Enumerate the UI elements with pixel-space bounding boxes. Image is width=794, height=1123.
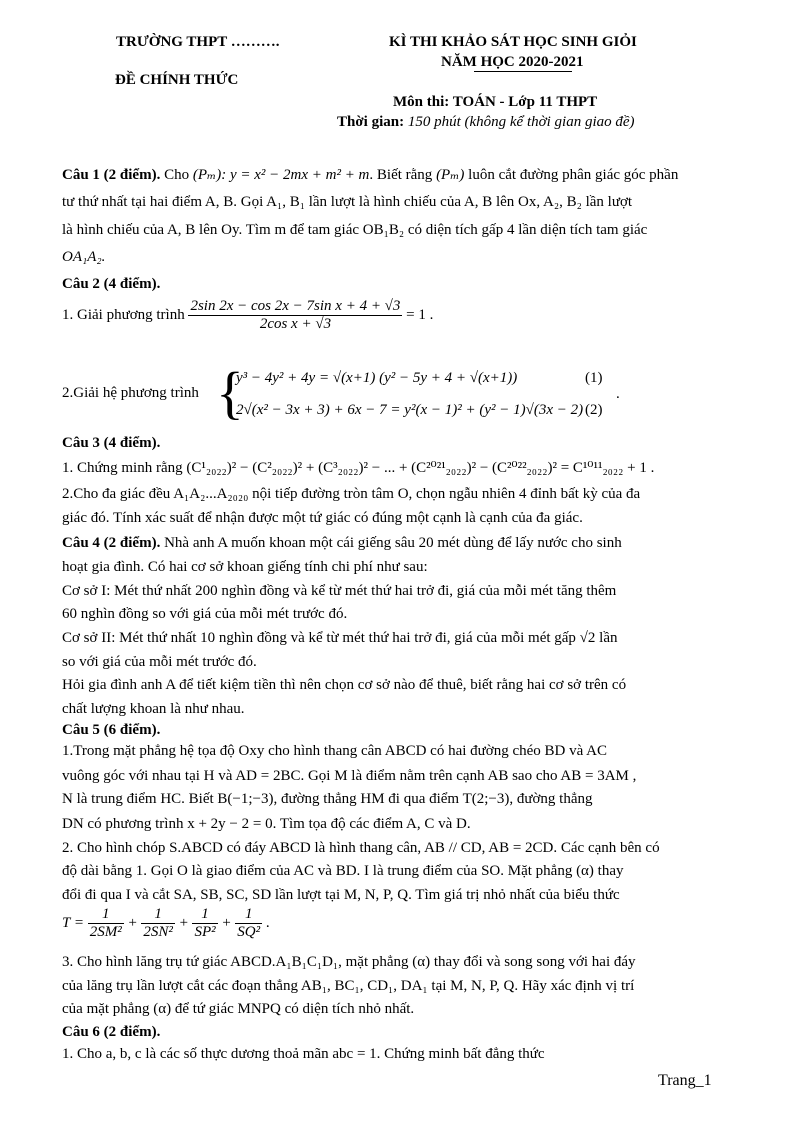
q2-part-1 (62, 298, 433, 333)
page-number: Trang_1 (658, 1072, 712, 1089)
q5-line-5: 2. Cho hình chóp S.ABCD có đáy ABCD là hình thang cân, AB // CD, AB = 2CD. Các cạnh bên có (62, 840, 660, 856)
q5-T-frac-3 (192, 906, 217, 941)
q5-T-plus-1: + (127, 915, 138, 931)
q5-T-f1-num: 1 (88, 906, 124, 924)
school-year: NĂM HỌC 2020-2021 (441, 54, 584, 70)
q3-part-1: 1. Chứng minh rằng (C¹₂₀₂₂)² − (C²₂₀₂₂)² + (C³₂₀₂₂)² − ... + (C²⁰²¹₂₀₂₂)² − (C²⁰²²₂₀₂₂)² = C¹⁰¹¹₂₀₂₂ + 1 . (62, 460, 655, 476)
q2-eq-2: 2√(x² − 3x + 3) + 6x − 7 = y²(x − 1)² + (y² − 1)√(3x − 2) (236, 402, 584, 418)
q5-line-1: 1.Trong mặt phẳng hệ tọa độ Oxy cho hình thang cân ABCD có hai đường chéo BD và AC (62, 743, 608, 759)
q3-part-2a: 2.Cho đa giác đều A₁A₂...A₂₀₂₀ nội tiếp đường tròn tâm O, chọn ngẫu nhiên 4 đỉnh bất kỳ của đa (62, 486, 641, 502)
q4-line-1 (62, 535, 622, 552)
q6-title: Câu 6 (2 điểm). (62, 1024, 161, 1040)
q2-title: Câu 2 (4 điểm). (62, 276, 161, 292)
q5-line-9: 3. Cho hình lăng trụ tứ giác ABCD.A₁B₁C₁D₁, mặt phẳng (α) thay đổi và song song với hai đáy (62, 954, 636, 970)
q5-line-4: DN có phương trình x + 2y − 2 = 0. Tìm tọa độ các điểm A, C và D. (62, 816, 471, 832)
q6-line-1: 1. Cho a, b, c là các số thực dương thoả mãn abc = 1. Chứng minh bất đẳng thức (62, 1046, 545, 1062)
q4-line-6: so với giá của mỗi mét trước đó. (62, 654, 257, 670)
q1-parabola: (Pₘ): y = x² − 2mx + m² + m (192, 167, 370, 183)
q5-line-3: N là trung điểm HC. Biết B(−1;−3), đường thẳng HM đi qua điểm T(2;−3), đường thẳng (62, 791, 593, 807)
q5-T-f2-num: 1 (141, 906, 175, 924)
q3-part-2b: giác đó. Tính xác suất để nhận được một tứ giác có đúng một cạnh là cạnh của đa giác. (62, 510, 583, 526)
year-underline (474, 71, 572, 72)
q4-line-4: 60 nghìn đồng so với giá của mỗi mét trước đó. (62, 606, 348, 622)
q4-text-1: Nhà anh A muốn khoan một cái giếng sâu 20 mét dùng để lấy nước cho sinh (164, 535, 622, 551)
q1-line-4: OA₁A₂. (62, 249, 106, 265)
q2-p1-fraction (188, 298, 402, 333)
q4-line-7: Hỏi gia đình anh A để tiết kiệm tiền thì nên chọn cơ sở nào để thuê, biết rằng hai cơ sở trên có (62, 677, 627, 693)
q5-T-expression (62, 906, 270, 941)
q5-T-f1-den: 2SM² (89, 924, 122, 940)
q1-line-3: là hình chiếu của A, B lên Oy. Tìm m để tam giác OB₁B₂ có diện tích gấp 4 lần diện tích tam giác (62, 222, 648, 238)
q4-line-5: Cơ sở II: Mét thứ nhất 10 nghìn đồng và kể từ mét thứ hai trở đi, giá của mỗi mét gấp √2 lần (62, 630, 618, 646)
q5-T-frac-2 (141, 906, 175, 941)
q4-line-3: Cơ sở I: Mét thứ nhất 200 nghìn đồng và kể từ mét thứ hai trở đi, giá của mỗi mét tăng thêm (62, 583, 617, 599)
q5-line-2: vuông góc với nhau tại H và AD = 2BC. Gọi M là điểm nằm trên cạnh AB sao cho AB = 3AM , (62, 768, 637, 784)
time-line (337, 114, 635, 131)
q1-line-1 (62, 165, 678, 184)
q2-p1-denominator: 2cos x + √3 (259, 316, 332, 332)
q4-line-8: chất lượng khoan là như nhau. (62, 701, 245, 717)
time-label: Thời gian: (337, 114, 405, 130)
q1-text-1c: . Biết rằng (369, 167, 433, 183)
q3-title: Câu 3 (4 điểm). (62, 435, 161, 451)
q2-p1-rhs: = 1 . (406, 307, 434, 323)
q5-line-6: độ dài bằng 1. Gọi O là giao điểm của AC và BD. I là trung điểm của SO. Mặt phẳng (α) thay (62, 863, 624, 879)
q5-T-plus-3: + (221, 915, 232, 931)
q5-line-11: của mặt phẳng (α) để tứ giác MNPQ có diện tích nhỏ nhất. (62, 1001, 415, 1017)
q5-line-7: đổi đi qua I và cắt SA, SB, SC, SD lần lượt tại M, N, P, Q. Tìm giá trị nhỏ nhất của biểu thức (62, 887, 620, 903)
q1-title: Câu 1 (2 điểm). (62, 167, 161, 183)
q4-title: Câu 4 (2 điểm). (62, 535, 161, 551)
subject-label: Môn thi: TOÁN - Lớp 11 THPT (393, 94, 598, 110)
q2-eq-2-number: (2) (585, 402, 603, 418)
q5-T-plus-2: + (178, 915, 189, 931)
q5-T-frac-1 (88, 906, 124, 941)
q1-text-1a: Cho (164, 167, 190, 183)
q5-T-f3-den: SP² (194, 924, 216, 940)
q5-line-10: của lăng trụ lần lượt cắt các đoạn thẳng AB₁, BC₁, CD₁, DA₁ tại M, N, P, Q. Hãy xác định vị trí (62, 978, 635, 994)
q5-T-f4-num: 1 (235, 906, 262, 924)
official-label: ĐỀ CHÍNH THỨC (115, 72, 239, 88)
q5-T-frac-4 (235, 906, 262, 941)
q1-pm: (Pₘ) (436, 167, 465, 183)
school-name: TRƯỜNG THPT ………. (116, 34, 280, 50)
q5-T-end: . (265, 915, 270, 931)
q2-eq-1: y³ − 4y² + 4y = √(x+1) (y² − 5y + 4 + √(x+1)) (236, 370, 518, 386)
q2-p1-label: 1. Giải phương trình (62, 307, 185, 323)
q5-T-f3-num: 1 (192, 906, 217, 924)
q2-p2-label: 2.Giải hệ phương trình (62, 385, 199, 401)
q4-line-2: hoạt gia đình. Có hai cơ sở khoan giếng tính chi phí như sau: (62, 559, 428, 575)
q1-line-2: tư thứ nhất tại hai điểm A, B. Gọi A₁, B₁ lần lượt là hình chiếu của A, B lên Ox, A₂, B₂ lần lượt (62, 194, 633, 210)
q1-text-1e: luôn cắt đường phân giác góc phần (468, 167, 679, 183)
q2-p1-numerator: 2sin 2x − cos 2x − 7sin x + 4 + √3 (190, 298, 401, 314)
q5-T-lhs: T = (62, 915, 84, 931)
q5-title: Câu 5 (6 điểm). (62, 722, 161, 738)
system-brace: { (216, 360, 244, 425)
q5-T-f4-den: SQ² (237, 924, 261, 940)
q2-eq-1-number: (1) (585, 370, 603, 386)
q2-system-end: . (616, 386, 620, 402)
exam-title: KÌ THI KHẢO SÁT HỌC SINH GIỎI (389, 34, 637, 50)
time-value: 150 phút (không kể thời gian giao đề) (407, 114, 635, 130)
q5-T-f2-den: 2SN² (143, 924, 173, 940)
